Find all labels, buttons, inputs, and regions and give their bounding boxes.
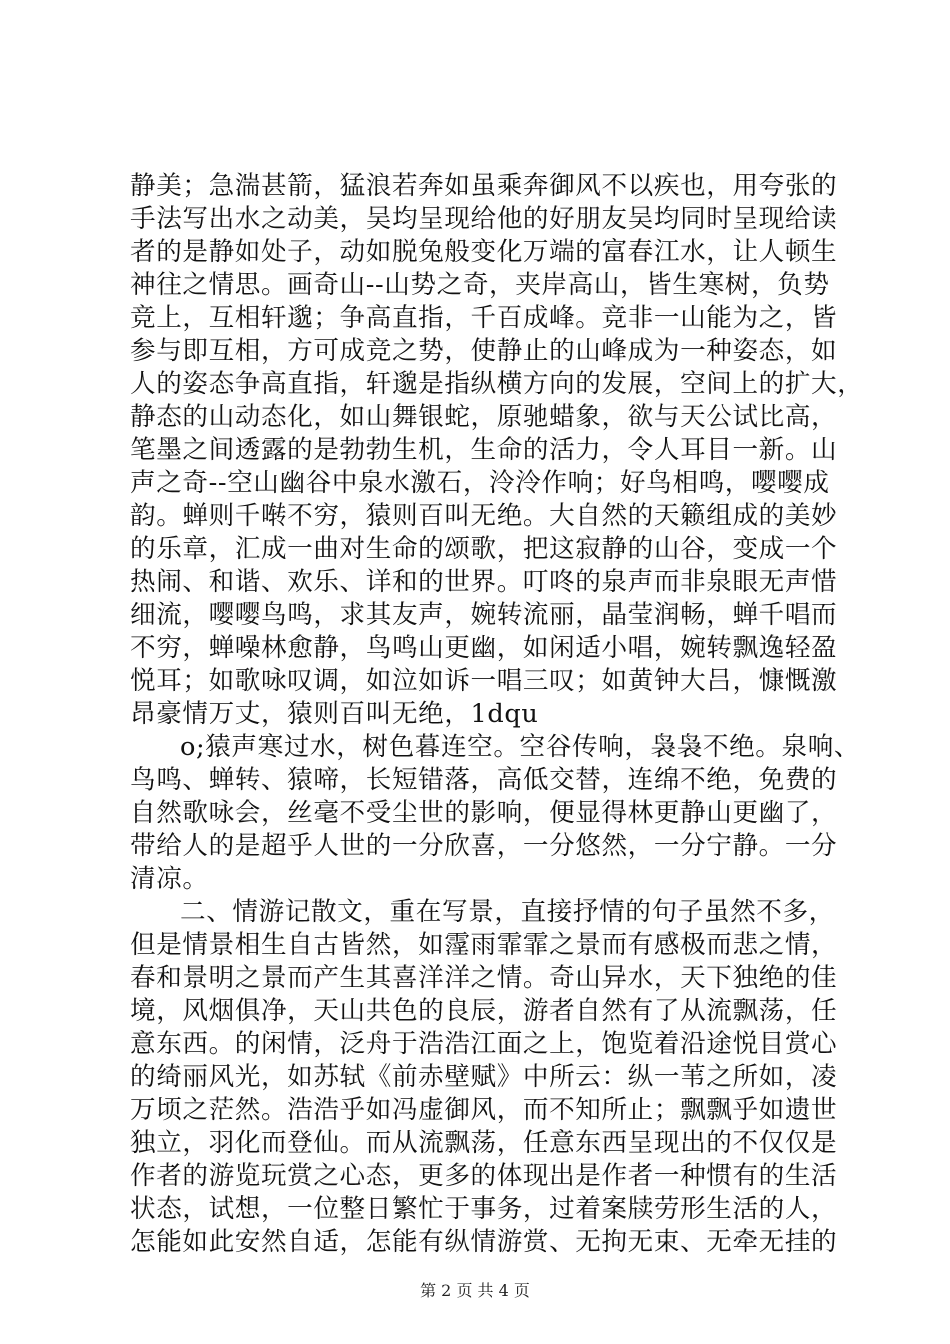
text-line: 作者的游览玩赏之心态，更多的体现出是作者一种惯有的生活: [130, 1161, 838, 1191]
text-line: 带给人的是超乎人世的一分欣喜，一分悠然，一分宁静。一分: [130, 831, 838, 861]
text-line: 静态的山动态化，如山舞银蛇，原驰蜡象，欲与天公试比高，: [130, 402, 838, 432]
text-line: 参与即互相，方可成竞之势，使静止的山峰成为一种姿态，如: [130, 336, 838, 366]
text-line: 鸟鸣、蝉转、猿啼，长短错落，高低交替，连绵不绝，免费的: [130, 765, 838, 795]
text-line: 竞上，互相轩邈；争高直指，千百成峰。竞非一山能为之，皆: [130, 303, 838, 333]
text-line: 的绮丽风光，如苏轼《前赤壁赋》中所云：纵一苇之所如，凌: [130, 1062, 838, 1092]
text-line: 韵。蝉则千啭不穷，猿则百叫无绝。大自然的天籁组成的美妙: [130, 501, 838, 531]
text-line: 怎能如此安然自适，怎能有纵情游赏、无拘无束、无牵无挂的: [130, 1227, 838, 1257]
text-line: 静美；急湍甚箭，猛浪若奔如虽乘奔御风不以疾也，用夸张的: [130, 171, 838, 201]
text-line: 悦耳；如歌咏叹调，如泣如诉一唱三叹；如黄钟大吕，慷慨激: [130, 666, 838, 696]
text-line: 但是情景相生自古皆然，如霪雨霏霏之景而有感极而悲之情，: [130, 930, 838, 960]
text-line: o;猿声寒过水，树色暮连空。空谷传响，袅袅不绝。泉响、: [180, 732, 861, 762]
text-line: 人的姿态争高直指，轩邈是指纵横方向的发展，空间上的扩大，: [130, 369, 864, 399]
text-line: 独立，羽化而登仙。而从流飘荡，任意东西呈现出的不仅仅是: [130, 1128, 838, 1158]
text-line: 神往之情思。画奇山--山势之奇，夹岸高山，皆生寒树，负势: [130, 270, 830, 300]
text-line: 手法写出水之动美，吴均呈现给他的好朋友吴均同时呈现给读: [130, 204, 838, 234]
text-line: 清凉。: [130, 864, 209, 894]
text-line: 万顷之茫然。浩浩乎如冯虚御风，而不知所止；飘飘乎如遗世: [130, 1095, 838, 1125]
text-line: 者的是静如处子，动如脱兔般变化万端的富春江水，让人顿生: [130, 237, 838, 267]
text-line: 笔墨之间透露的是勃勃生机，生命的活力，令人耳目一新。山: [130, 435, 838, 465]
text-line: 昂豪情万丈，猿则百叫无绝，1dqu: [130, 699, 539, 729]
text-line: 二、情游记散文，重在写景，直接抒情的句子虽然不多，: [180, 897, 835, 927]
text-line: 春和景明之景而产生其喜洋洋之情。奇山异水，天下独绝的佳: [130, 963, 838, 993]
text-line: 的乐章，汇成一曲对生命的颂歌，把这寂静的山谷，变成一个: [130, 534, 838, 564]
body-text: [130, 170, 864, 1259]
text-line: 细流，嘤嘤鸟鸣，求其友声，婉转流丽，晶莹润畅，蝉千唱而: [130, 600, 838, 630]
text-line: 状态，试想，一位整日繁忙于事务，过着案牍劳形生活的人，: [130, 1194, 838, 1224]
text-line: 境，风烟俱净，天山共色的良辰，游者自然有了从流飘荡，任: [130, 996, 838, 1026]
text-line: 意东西。的闲情，泛舟于浩浩江面之上，饱览着沿途悦目赏心: [130, 1029, 838, 1059]
page-number-footer: 第 2 页 共 4 页: [420, 1281, 530, 1300]
text-line: 不穷，蝉噪林愈静，鸟鸣山更幽，如闲适小唱，婉转飘逸轻盈: [130, 633, 838, 663]
text-line: 自然歌咏会，丝毫不受尘世的影响，便显得林更静山更幽了，: [130, 798, 838, 828]
text-line: 声之奇--空山幽谷中泉水激石，泠泠作响；好鸟相鸣，嘤嘤成: [130, 468, 830, 498]
text-line: 热闹、和谐、欢乐、详和的世界。叮咚的泉声而非泉眼无声惜: [130, 567, 838, 597]
